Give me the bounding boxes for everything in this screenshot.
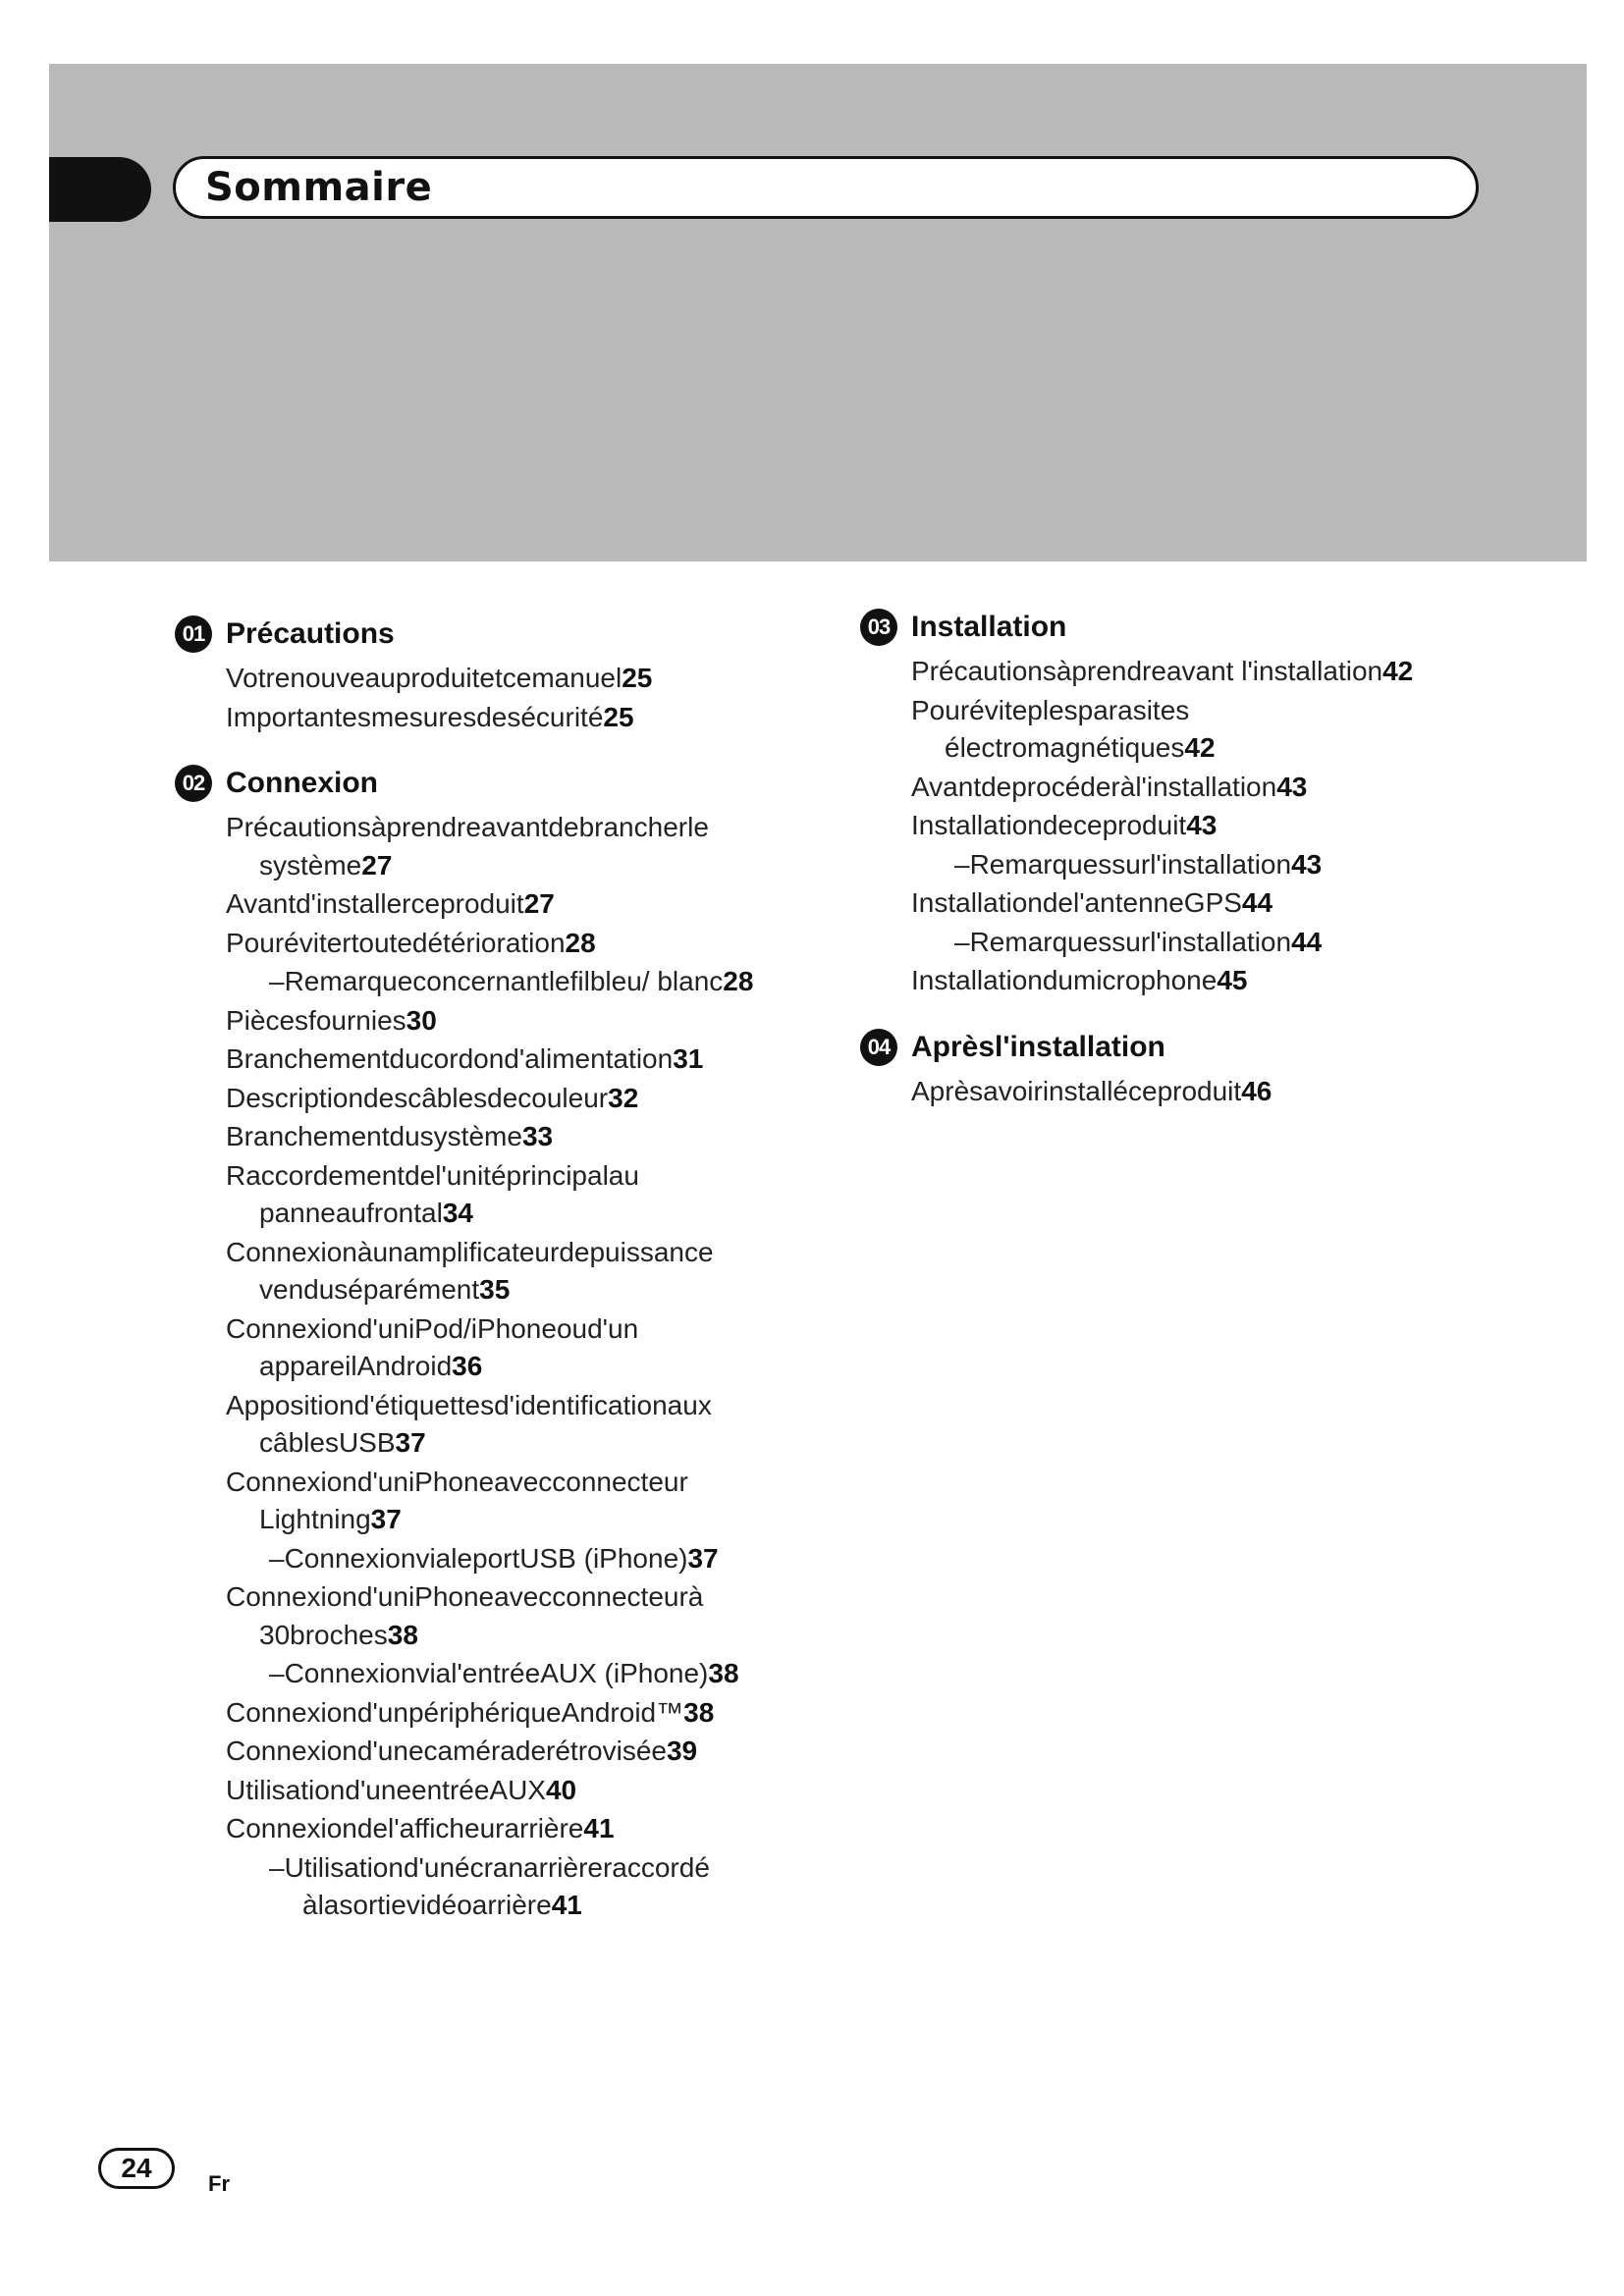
toc-entry-page: 35 [479,1274,511,1305]
toc-entry[interactable] [226,1080,764,1118]
toc-entry[interactable] [911,846,1449,884]
toc-entry[interactable] [911,884,1449,923]
toc-entry-text: Utilisationd'uneentréeAUX [226,1774,546,1805]
toc-entry-page: 43 [1291,848,1323,880]
toc-section [175,609,764,736]
section-title: Installation [911,611,1067,643]
toc-entry-text: –Utilisationd'unécranarrièreraccordé àlasortievidéoarrière [269,1851,710,1920]
toc-entry[interactable] [226,1387,764,1463]
section-title: Précautions [226,617,395,650]
toc-entry[interactable] [911,769,1449,807]
toc-entry-page: 32 [608,1082,639,1113]
toc-entry[interactable] [226,1002,764,1041]
toc-entry-page: 38 [387,1619,418,1650]
toc-entry-text: Aprèsavoirinstalléceproduit [911,1075,1242,1106]
section-entries [175,660,764,736]
toc-section [175,758,764,1925]
toc-entry-text: Pourévitерlesparasites électromagnétiques [911,694,1190,763]
section-heading[interactable] [860,1022,1449,1073]
page-number: 24 [98,2148,175,2189]
toc-entry-text: Connexiond'uniPhoneavecconnecteurà 30broches [226,1581,704,1650]
toc-entry-text: Avantd'installerceproduit [226,888,524,919]
toc-entry[interactable] [226,1810,764,1848]
section-title: Connexion [226,767,378,799]
toc-left-column [175,609,764,1947]
toc-entry-page: 43 [1276,771,1308,802]
toc-entry-page: 33 [521,1121,554,1151]
toc-entry-text: Raccordementdel'unitéprincipalau panneaufrontal [226,1159,639,1228]
section-number-badge: 04 [860,1029,897,1066]
toc-entry-page: 34 [442,1198,473,1228]
toc-entry-text: –ConnexionvialeportUSB (iPhone) [269,1542,688,1574]
toc-entry[interactable] [226,1157,764,1233]
section-entries [860,1073,1449,1111]
toc-entry-page: 28 [565,927,596,958]
toc-entry-text: –Remarquessurl'installation [954,848,1292,880]
toc-entry-page: 27 [523,888,555,919]
toc-entry-page: 42 [1184,732,1216,763]
toc-entry[interactable] [226,963,764,1001]
toc-entry-text: Appositiond'étiquettesd'identificationaux câblesUSB [226,1389,712,1458]
toc-entry[interactable] [226,1733,764,1771]
toc-entry[interactable] [226,699,764,737]
toc-entry-text: Piècesfournies [226,1004,406,1036]
toc-entry-text: Connexionàunamplificateurdepuissance venduséparément [226,1236,714,1305]
toc-entry-text: Connexiondel'afficheurarrière [226,1813,584,1843]
header-tab-marker [49,157,151,222]
toc-entry[interactable] [226,1041,764,1079]
toc-entry[interactable] [911,807,1449,845]
language-code: Fr [208,2171,230,2196]
toc-entry[interactable] [226,1540,764,1578]
toc-entry-page: 38 [683,1696,715,1728]
page-title: Sommaire [205,165,433,210]
toc-entry-page: 37 [395,1427,426,1458]
toc-entry[interactable] [911,1073,1449,1111]
toc-entry[interactable] [226,1694,764,1733]
toc-entry-page: 36 [452,1351,483,1381]
section-number-badge: 01 [175,615,212,653]
toc-entry-text: Pourévitertoutedétérioration [226,927,566,958]
toc-entry[interactable] [911,692,1449,768]
toc-entry[interactable] [226,885,764,924]
toc-entry-text: Importantesmesuresdesécurité [226,701,604,732]
toc-entry-text: Précautionsàprendreavantdebrancherle système [226,812,709,881]
toc-section [860,602,1449,1000]
toc-entry-page: 45 [1217,965,1248,995]
toc-entry-text: Connexiond'unpériphériqueAndroid™ [226,1696,684,1728]
toc-entry[interactable] [226,1234,764,1309]
toc-entry-page: 41 [583,1813,615,1843]
section-number-badge: 03 [860,609,897,646]
toc-entry[interactable] [226,1772,764,1810]
toc-entry-page: 39 [666,1735,698,1766]
toc-entry-page: 46 [1241,1075,1272,1106]
toc-entry[interactable] [226,809,764,884]
toc-entry[interactable] [226,925,764,963]
section-title: Aprèsl'installation [911,1030,1165,1063]
toc-entry-page: 41 [551,1890,582,1920]
toc-entry-page: 30 [406,1004,437,1036]
toc-entry[interactable] [911,924,1449,962]
toc-entry-text: –Remarqueconcernantlefilbleu/ blanc [269,966,724,996]
toc-entry[interactable] [226,1464,764,1539]
toc-entry-page: 37 [370,1504,402,1534]
toc-entry-text: Précautionsàprendreavant l'installation [911,656,1383,686]
toc-entry[interactable] [911,962,1449,1000]
toc-entry[interactable] [226,1578,764,1654]
toc-entry[interactable] [226,1118,764,1156]
toc-entry-text: Branchementducordond'alimentation [226,1043,674,1074]
toc-entry-text: Installationdumicrophone [911,965,1218,995]
section-number-badge: 02 [175,765,212,802]
toc-entry-text: Descriptiondescâblesdecouleur [226,1082,609,1113]
section-heading[interactable] [175,609,764,660]
toc-entry-text: –Connexionvial'entréeAUX (iPhone) [269,1658,709,1688]
toc-entry-text: Connexiond'uniPod/iPhoneoud'un appareilAndroid [226,1312,639,1381]
toc-entry-text: Connexiond'uniPhoneavecconnecteur Lightning [226,1466,688,1534]
toc-entry-page: 42 [1382,656,1414,686]
toc-entry-text: Branchementdusystème [226,1121,522,1151]
toc-entry-page: 31 [673,1043,704,1074]
toc-section [860,1022,1449,1111]
toc-entry-text: Votrenouveauproduitetcemanuel [226,663,623,693]
toc-entry-text: Avantdeprocéderàl'installation [911,771,1277,802]
toc-entry-text: Connexiond'unecaméraderétrovisée [226,1735,667,1766]
toc-entry-page: 28 [723,966,754,996]
toc-entry-page: 38 [708,1658,739,1688]
section-entries [175,809,764,1925]
toc-entry-page: 44 [1291,926,1323,957]
toc-entry-page: 44 [1241,887,1273,918]
toc-right-column [860,602,1449,1132]
section-heading[interactable] [175,758,764,809]
toc-entry-page: 25 [622,663,653,693]
toc-entry[interactable] [226,1849,764,1925]
toc-entry-page: 43 [1186,810,1218,840]
title-box [173,156,1479,219]
toc-entry-page: 40 [545,1774,577,1805]
toc-entry-text: –Remarquessurl'installation [954,926,1292,957]
toc-entry[interactable] [911,653,1449,691]
section-entries [860,653,1449,1000]
toc-entry-text: Installationdel'antenneGPS [911,887,1242,918]
header-banner [49,64,1587,561]
section-heading[interactable] [860,602,1449,653]
toc-entry-page: 37 [687,1542,719,1574]
toc-entry-page: 25 [603,701,634,732]
toc-entry-page: 27 [361,849,393,881]
toc-entry[interactable] [226,1655,764,1693]
toc-entry[interactable] [226,1310,764,1386]
toc-entry[interactable] [226,660,764,698]
toc-entry-text: Installationdeceproduit [911,810,1187,840]
